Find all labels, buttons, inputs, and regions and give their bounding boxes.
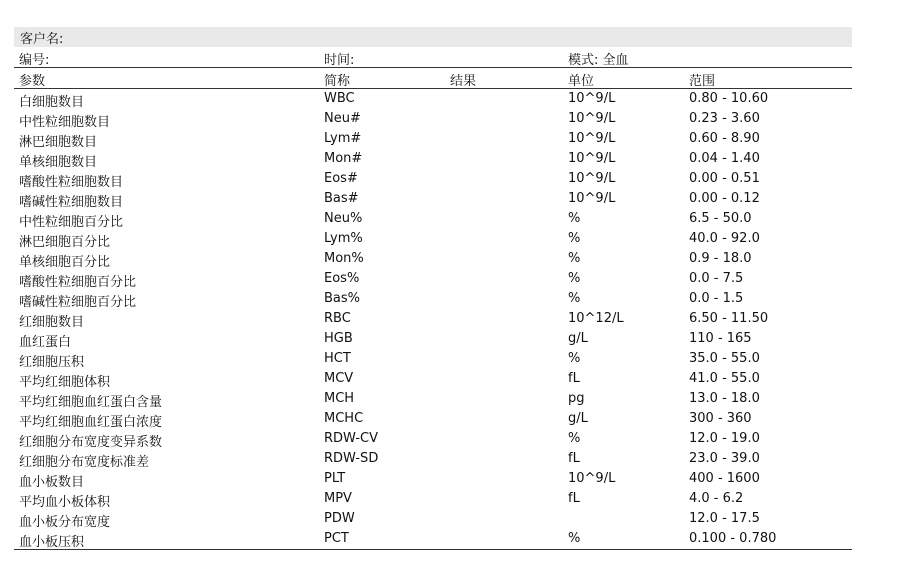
- param-unit: 10^9/L: [568, 471, 616, 486]
- param-range: 12.0 - 19.0: [689, 431, 760, 446]
- param-abbr: WBC: [324, 91, 355, 106]
- column-header-unit: 单位: [568, 74, 595, 89]
- param-abbr: MPV: [324, 491, 352, 506]
- param-name: 血小板压积: [19, 535, 85, 550]
- table-row: [14, 129, 852, 149]
- param-unit: 10^9/L: [568, 151, 616, 166]
- param-unit: 10^12/L: [568, 311, 624, 326]
- table-row: [14, 249, 852, 269]
- table-row: [14, 429, 852, 449]
- param-abbr: MCHC: [324, 411, 364, 426]
- table-body: [14, 89, 852, 550]
- param-unit: %: [568, 431, 581, 446]
- report: [14, 27, 852, 550]
- column-header-param: 参数: [19, 74, 46, 89]
- param-range: 0.80 - 10.60: [689, 91, 769, 106]
- param-range: 23.0 - 39.0: [689, 451, 760, 466]
- table-row: [14, 389, 852, 409]
- param-range: 300 - 360: [689, 411, 752, 426]
- param-name: 单核细胞数目: [19, 155, 98, 170]
- param-unit: %: [568, 211, 581, 226]
- table-row: [14, 149, 852, 169]
- param-name: 平均血小板体积: [19, 495, 111, 510]
- param-abbr: Bas#: [324, 191, 359, 206]
- table-row: [14, 89, 852, 109]
- param-range: 35.0 - 55.0: [689, 351, 760, 366]
- table-row: [14, 369, 852, 389]
- id-label: 编号:: [19, 53, 50, 68]
- param-name: 血小板数目: [19, 475, 85, 490]
- param-abbr: Bas%: [324, 291, 361, 306]
- param-name: 单核细胞百分比: [19, 255, 111, 270]
- meta-row: [14, 47, 852, 68]
- param-name: 平均红细胞体积: [19, 375, 111, 390]
- param-abbr: RDW-SD: [324, 451, 379, 466]
- param-abbr: Neu%: [324, 211, 363, 226]
- param-unit: 10^9/L: [568, 171, 616, 186]
- param-range: 13.0 - 18.0: [689, 391, 760, 406]
- param-abbr: HGB: [324, 331, 353, 346]
- table-row: [14, 269, 852, 289]
- param-unit: pg: [568, 391, 585, 406]
- param-abbr: RBC: [324, 311, 351, 326]
- table-row: [14, 169, 852, 189]
- param-unit: 10^9/L: [568, 131, 616, 146]
- param-abbr: RDW-CV: [324, 431, 379, 446]
- param-abbr: Lym%: [324, 231, 363, 246]
- param-name: 白细胞数目: [19, 95, 85, 110]
- param-name: 中性粒细胞百分比: [19, 215, 124, 230]
- param-range: 12.0 - 17.5: [689, 511, 760, 526]
- param-range: 4.0 - 6.2: [689, 491, 744, 506]
- param-unit: %: [568, 291, 581, 306]
- param-abbr: MCH: [324, 391, 355, 406]
- param-name: 红细胞压积: [19, 355, 85, 370]
- param-name: 血红蛋白: [19, 335, 72, 350]
- param-name: 嗜酸性粒细胞数目: [19, 175, 124, 190]
- param-range: 0.100 - 0.780: [689, 531, 777, 546]
- param-abbr: Eos#: [324, 171, 358, 186]
- table-row: [14, 409, 852, 429]
- param-range: 41.0 - 55.0: [689, 371, 760, 386]
- table-row: [14, 489, 852, 509]
- param-name: 嗜碱性粒细胞数目: [19, 195, 124, 210]
- param-range: 0.23 - 3.60: [689, 111, 760, 126]
- param-abbr: Eos%: [324, 271, 360, 286]
- param-unit: %: [568, 531, 581, 546]
- table-row: [14, 509, 852, 529]
- param-unit: %: [568, 231, 581, 246]
- param-name: 淋巴细胞数目: [19, 135, 98, 150]
- table-row: [14, 189, 852, 209]
- table-row: [14, 349, 852, 369]
- param-name: 平均红细胞血红蛋白浓度: [19, 415, 163, 430]
- param-unit: 10^9/L: [568, 111, 616, 126]
- param-name: 嗜碱性粒细胞百分比: [19, 295, 137, 310]
- table-row: [14, 329, 852, 349]
- param-range: 0.00 - 0.51: [689, 171, 760, 186]
- param-unit: fL: [568, 491, 580, 506]
- param-abbr: Lym#: [324, 131, 362, 146]
- param-unit: g/L: [568, 331, 588, 346]
- param-abbr: Neu#: [324, 111, 361, 126]
- param-range: 110 - 165: [689, 331, 752, 346]
- param-range: 0.9 - 18.0: [689, 251, 752, 266]
- param-abbr: PDW: [324, 511, 355, 526]
- param-name: 平均红细胞血红蛋白含量: [19, 395, 163, 410]
- param-range: 400 - 1600: [689, 471, 760, 486]
- table-row: [14, 309, 852, 329]
- param-range: 0.0 - 1.5: [689, 291, 744, 306]
- param-range: 0.0 - 7.5: [689, 271, 744, 286]
- customer-label: 客户名:: [20, 31, 64, 47]
- param-range: 6.50 - 11.50: [689, 311, 769, 326]
- param-range: 0.00 - 0.12: [689, 191, 760, 206]
- table-row: [14, 449, 852, 469]
- table-row: [14, 229, 852, 249]
- table-row: [14, 529, 852, 549]
- table-row: [14, 469, 852, 489]
- param-range: 6.5 - 50.0: [689, 211, 752, 226]
- param-abbr: PLT: [324, 471, 346, 486]
- column-header-abbr: 简称: [324, 74, 351, 89]
- param-range: 0.04 - 1.40: [689, 151, 760, 166]
- param-unit: g/L: [568, 411, 588, 426]
- table-row: [14, 109, 852, 129]
- param-name: 红细胞分布宽度变异系数: [19, 435, 163, 450]
- param-abbr: HCT: [324, 351, 351, 366]
- table-header: [14, 68, 852, 89]
- table-row: [14, 289, 852, 309]
- param-name: 红细胞分布宽度标准差: [19, 455, 150, 470]
- time-label: 时间:: [324, 53, 355, 68]
- param-range: 0.60 - 8.90: [689, 131, 760, 146]
- param-unit: fL: [568, 451, 580, 466]
- mode-label: 模式: 全血: [568, 53, 629, 68]
- param-unit: 10^9/L: [568, 191, 616, 206]
- param-unit: 10^9/L: [568, 91, 616, 106]
- column-header-range: 范围: [689, 74, 716, 89]
- param-name: 红细胞数目: [19, 315, 85, 330]
- table-row: [14, 209, 852, 229]
- column-header-result: 结果: [450, 74, 477, 89]
- param-name: 嗜酸性粒细胞百分比: [19, 275, 137, 290]
- param-unit: %: [568, 271, 581, 286]
- param-abbr: Mon#: [324, 151, 363, 166]
- param-name: 血小板分布宽度: [19, 515, 111, 530]
- param-abbr: MCV: [324, 371, 354, 386]
- param-abbr: Mon%: [324, 251, 364, 266]
- param-unit: %: [568, 251, 581, 266]
- param-name: 中性粒细胞数目: [19, 115, 111, 130]
- param-abbr: PCT: [324, 531, 349, 546]
- param-unit: fL: [568, 371, 580, 386]
- param-range: 40.0 - 92.0: [689, 231, 760, 246]
- param-unit: %: [568, 351, 581, 366]
- param-name: 淋巴细胞百分比: [19, 235, 111, 250]
- customer-bar: [14, 27, 852, 47]
